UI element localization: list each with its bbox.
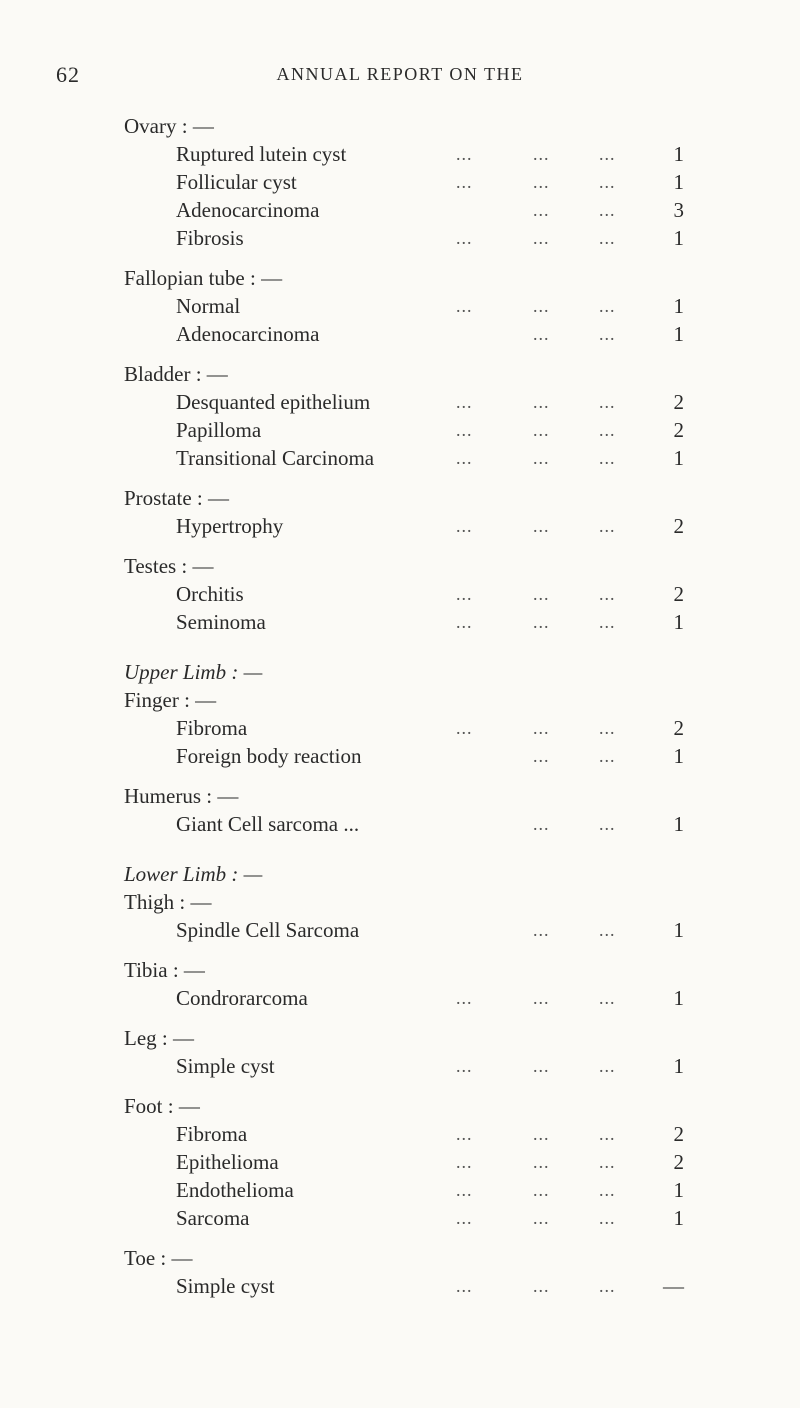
- row-label: Papilloma: [176, 418, 262, 442]
- leader-dots: ...: [533, 1152, 550, 1172]
- leader-dots: ...: [599, 1180, 616, 1200]
- table-row: [0, 388, 800, 416]
- leader-dots: ...: [533, 920, 550, 940]
- leader-dots: ...: [599, 612, 616, 632]
- leader-dots: ...: [599, 584, 616, 604]
- row-label: Simple cyst: [176, 1274, 275, 1298]
- leader-dots: ...: [599, 448, 616, 468]
- subheading: [0, 484, 800, 512]
- leader-dots: ...: [533, 448, 550, 468]
- running-title: ANNUAL REPORT ON THE: [276, 64, 524, 84]
- heading-label: Finger : —: [124, 688, 217, 712]
- leader-dots: ...: [599, 1208, 616, 1228]
- row-count: 2: [673, 514, 684, 538]
- leader-dots: ...: [599, 172, 616, 192]
- heading-label: Fallopian tube : —: [124, 266, 283, 290]
- row-label: Sarcoma: [176, 1206, 250, 1230]
- leader-dots: ...: [456, 612, 473, 632]
- leader-dots: ...: [533, 200, 550, 220]
- row-count: 1: [673, 294, 684, 318]
- table-row: [0, 1148, 800, 1176]
- leader-dots: ...: [456, 584, 473, 604]
- row-count: 2: [673, 582, 684, 606]
- leader-dots: ...: [599, 1152, 616, 1172]
- row-label: Transitional Carcinoma: [176, 446, 375, 470]
- subheading: [0, 686, 800, 714]
- row-label: Giant Cell sarcoma ...: [176, 812, 360, 836]
- row-label: Endothelioma: [176, 1178, 294, 1202]
- row-count: 2: [673, 390, 684, 414]
- row-count: 2: [673, 1122, 684, 1146]
- leader-dots: ...: [599, 420, 616, 440]
- heading-label: Toe : —: [124, 1246, 193, 1270]
- leader-dots: ...: [456, 1276, 473, 1296]
- row-count: 1: [673, 1178, 684, 1202]
- table-row: [0, 1272, 800, 1300]
- leader-dots: ...: [533, 296, 550, 316]
- leader-dots: ...: [456, 228, 473, 248]
- row-count: 3: [673, 198, 684, 222]
- subheading: [0, 888, 800, 916]
- table-row: [0, 1120, 800, 1148]
- row-label: Condrorarcoma: [176, 986, 308, 1010]
- leader-dots: ...: [456, 420, 473, 440]
- leader-dots: ...: [599, 988, 616, 1008]
- leader-dots: ...: [599, 296, 616, 316]
- table-row: [0, 196, 800, 224]
- row-count: 1: [673, 322, 684, 346]
- leader-dots: ...: [533, 814, 550, 834]
- row-label: Simple cyst: [176, 1054, 275, 1078]
- leader-dots: ...: [599, 324, 616, 344]
- leader-dots: ...: [599, 920, 616, 940]
- leader-dots: ...: [533, 1056, 550, 1076]
- leader-dots: ...: [599, 516, 616, 536]
- leader-dots: ...: [599, 392, 616, 412]
- leader-dots: ...: [456, 1124, 473, 1144]
- page-number: 62: [56, 62, 80, 87]
- leader-dots: ...: [533, 612, 550, 632]
- leader-dots: ...: [533, 1180, 550, 1200]
- row-count: 1: [673, 1054, 684, 1078]
- subheading: [0, 956, 800, 984]
- row-label: Foreign body reaction: [176, 744, 362, 768]
- table-row: [0, 916, 800, 944]
- leader-dots: ...: [533, 988, 550, 1008]
- leader-dots: ...: [533, 144, 550, 164]
- leader-dots: ...: [456, 448, 473, 468]
- subheading: [0, 112, 800, 140]
- leader-dots: ...: [599, 1124, 616, 1144]
- leader-dots: ...: [533, 228, 550, 248]
- row-label: Normal: [176, 294, 241, 318]
- leader-dots: ...: [456, 296, 473, 316]
- table-row: [0, 512, 800, 540]
- leader-dots: ...: [456, 144, 473, 164]
- row-count: 1: [673, 170, 684, 194]
- heading-label: Testes : —: [124, 554, 214, 578]
- table-row: [0, 168, 800, 196]
- table-row: [0, 1052, 800, 1080]
- leader-dots: ...: [533, 392, 550, 412]
- row-label: Fibrosis: [176, 226, 244, 250]
- heading-label: Bladder : —: [124, 362, 228, 386]
- row-label: Hypertrophy: [176, 514, 284, 538]
- subheading: [0, 1244, 800, 1272]
- table-row: [0, 416, 800, 444]
- row-count: 1: [673, 918, 684, 942]
- leader-dots: ...: [533, 1124, 550, 1144]
- leader-dots: ...: [533, 420, 550, 440]
- leader-dots: ...: [456, 1056, 473, 1076]
- row-count: 2: [673, 716, 684, 740]
- row-label: Ruptured lutein cyst: [176, 142, 347, 166]
- table-row: [0, 580, 800, 608]
- row-count: 1: [673, 1206, 684, 1230]
- table-row: [0, 320, 800, 348]
- leader-dots: ...: [533, 1208, 550, 1228]
- row-count: 1: [673, 812, 684, 836]
- table-row: [0, 1176, 800, 1204]
- page-header: [0, 62, 800, 92]
- row-count: 1: [673, 986, 684, 1010]
- leader-dots: ...: [599, 718, 616, 738]
- leader-dots: ...: [599, 746, 616, 766]
- subheading: [0, 782, 800, 810]
- row-label: Seminoma: [176, 610, 266, 634]
- heading-label: Humerus : —: [124, 784, 239, 808]
- table-row: [0, 984, 800, 1012]
- row-count: 1: [673, 610, 684, 634]
- leader-dots: ...: [456, 392, 473, 412]
- row-count: 1: [673, 446, 684, 470]
- row-label: Epithelioma: [176, 1150, 279, 1174]
- table-row: [0, 292, 800, 320]
- leader-dots: ...: [533, 172, 550, 192]
- heading-label: Tibia : —: [124, 958, 205, 982]
- subheading: [0, 360, 800, 388]
- subheading: [0, 1092, 800, 1120]
- table-row: [0, 714, 800, 742]
- leader-dots: ...: [533, 584, 550, 604]
- heading-label: Leg : —: [124, 1026, 194, 1050]
- table-row: [0, 224, 800, 252]
- leader-dots: ...: [456, 1180, 473, 1200]
- leader-dots: ...: [599, 200, 616, 220]
- leader-dots: ...: [456, 516, 473, 536]
- table-row: [0, 140, 800, 168]
- leader-dots: ...: [599, 1056, 616, 1076]
- leader-dots: ...: [599, 814, 616, 834]
- table-row: [0, 810, 800, 838]
- row-count: 1: [673, 142, 684, 166]
- leader-dots: ...: [456, 1152, 473, 1172]
- table-row: [0, 742, 800, 770]
- leader-dots: ...: [456, 172, 473, 192]
- leader-dots: ...: [456, 1208, 473, 1228]
- row-label: Adenocarcinoma: [176, 322, 320, 346]
- row-label: Fibroma: [176, 716, 248, 740]
- heading-label: Upper Limb : —: [124, 660, 263, 684]
- leader-dots: ...: [599, 228, 616, 248]
- leader-dots: ...: [456, 718, 473, 738]
- leader-dots: ...: [533, 324, 550, 344]
- heading-label: Ovary : —: [124, 114, 214, 138]
- pathology-table: [0, 112, 800, 1300]
- leader-dots: ...: [533, 1276, 550, 1296]
- subheading: [0, 552, 800, 580]
- leader-dots: ...: [533, 516, 550, 536]
- subheading: [0, 264, 800, 292]
- heading-label: Foot : —: [124, 1094, 200, 1118]
- row-label: Adenocarcinoma: [176, 198, 320, 222]
- section-heading: [0, 860, 800, 888]
- row-label: Desquanted epithelium: [176, 390, 371, 414]
- leader-dots: ...: [599, 144, 616, 164]
- heading-label: Prostate : —: [124, 486, 229, 510]
- row-count: 1: [673, 744, 684, 768]
- heading-label: Thigh : —: [124, 890, 212, 914]
- row-count: 1: [673, 226, 684, 250]
- row-count: 2: [673, 418, 684, 442]
- table-row: [0, 608, 800, 636]
- row-count: —: [663, 1274, 684, 1298]
- row-label: Orchitis: [176, 582, 244, 606]
- section-heading: [0, 658, 800, 686]
- leader-dots: ...: [599, 1276, 616, 1296]
- row-count: 2: [673, 1150, 684, 1174]
- row-label: Fibroma: [176, 1122, 248, 1146]
- heading-label: Lower Limb : —: [124, 862, 263, 886]
- row-label: Spindle Cell Sarcoma: [176, 918, 360, 942]
- leader-dots: ...: [533, 746, 550, 766]
- row-label: Follicular cyst: [176, 170, 297, 194]
- table-row: [0, 1204, 800, 1232]
- leader-dots: ...: [456, 988, 473, 1008]
- subheading: [0, 1024, 800, 1052]
- leader-dots: ...: [533, 718, 550, 738]
- table-row: [0, 444, 800, 472]
